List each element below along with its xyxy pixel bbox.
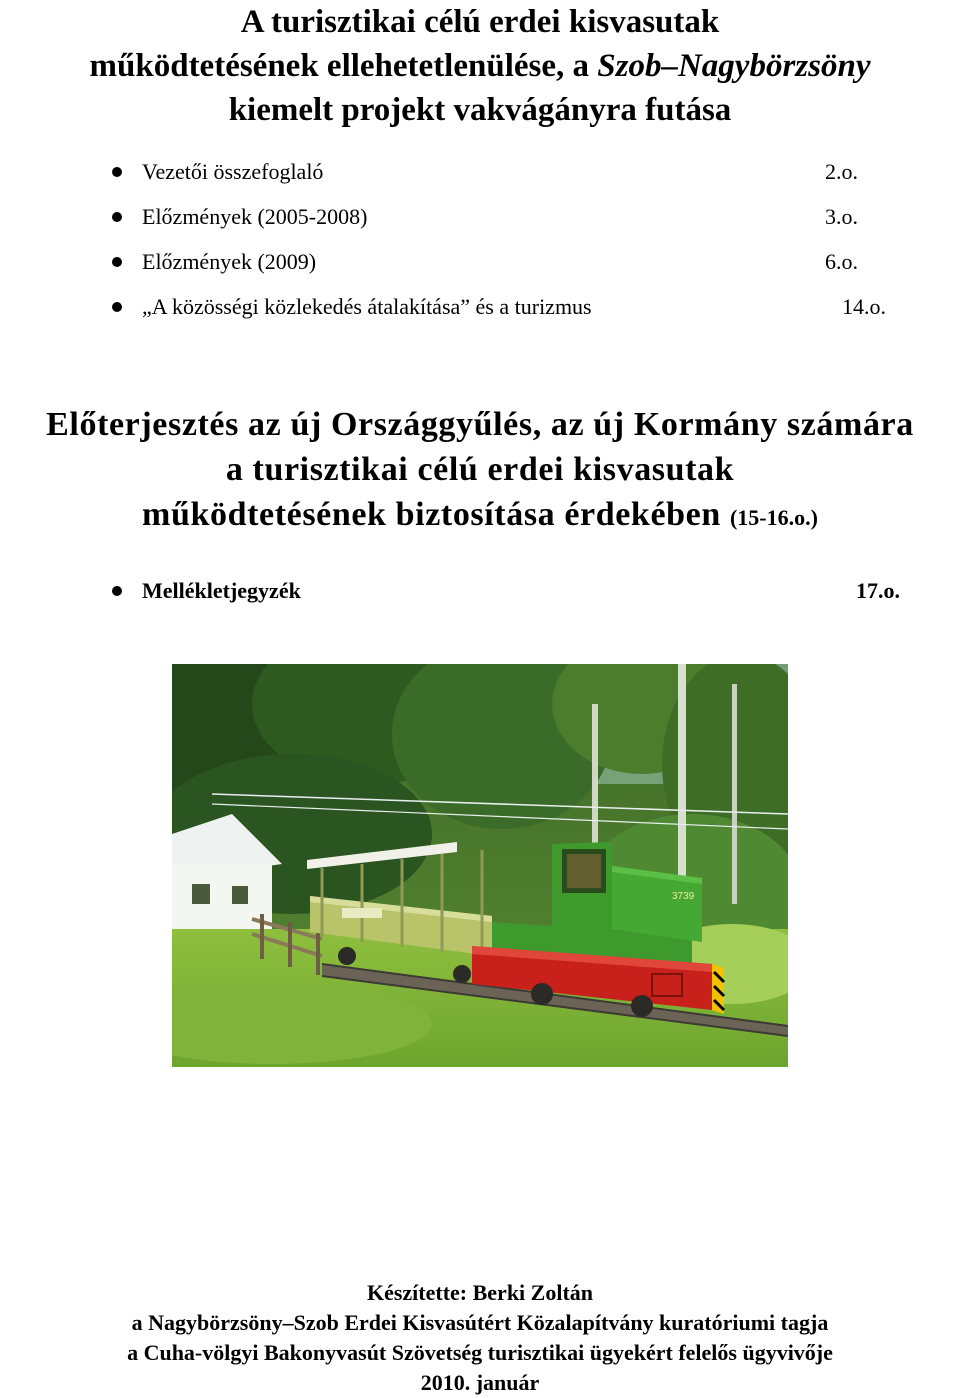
bullet-icon <box>112 167 122 177</box>
credits-role-1: a Nagybörzsöny–Szob Erdei Kisvasútért Közalapítvány kuratóriumi tagja <box>131 1310 829 1335</box>
credits-date: 2010. január <box>420 1370 540 1395</box>
submission-line-1: Előterjesztés az új Országgyűlés, az új Kormány számára <box>46 406 914 443</box>
toc-item-page: 3.o. <box>825 204 858 229</box>
forest-railway-photo <box>172 664 788 1067</box>
bullet-icon <box>112 302 122 312</box>
toc-item-label: Előzmények (2005-2008) <box>142 204 368 229</box>
credits-role-2: a Cuha-völgyi Bakonyvasút Szövetség turisztikai ügyekért felelős ügyvivője <box>127 1340 833 1365</box>
toc-item-history-2009 <box>0 247 960 277</box>
bullet-icon <box>112 586 122 596</box>
appendix-page: 17.o. <box>856 578 900 603</box>
toc-item-summary <box>0 157 960 187</box>
submission-heading <box>0 402 960 540</box>
submission-line-3-text: működtetésének biztosítása érdekében <box>142 496 721 533</box>
credits <box>0 1278 960 1398</box>
toc-item-label: Vezetői összefoglaló <box>142 159 324 184</box>
credits-author: Készítette: Berki Zoltán <box>366 1280 594 1305</box>
title-line-3: kiemelt projekt vakvágányra futása <box>228 92 732 128</box>
submission-pages: (15-16.o.) <box>729 505 818 530</box>
toc-item-history-2005 <box>0 202 960 232</box>
toc-item-appendix <box>0 576 960 606</box>
submission-line-2: a turisztikai célú erdei kisvasutak <box>225 451 735 488</box>
toc-item-transport-tourism <box>0 292 960 322</box>
bullet-icon <box>112 257 122 267</box>
locomotive-number: 3739 <box>672 891 695 902</box>
toc-item-label: Előzmények (2009) <box>142 249 317 274</box>
title-line-2-italic: Szob–Nagybörzsöny <box>597 48 871 84</box>
title-line-2 <box>0 44 960 88</box>
submission-line-3 <box>0 492 960 540</box>
title-line-1: A turisztikai célú erdei kisvasutak <box>240 4 720 40</box>
toc-item-page: 6.o. <box>825 249 858 274</box>
title-line-2-prefix: működtetésének ellehetetlenülése, a <box>89 48 598 84</box>
toc-item-page: 14.o. <box>842 294 886 319</box>
toc-item-page: 2.o. <box>825 159 858 184</box>
bullet-icon <box>112 212 122 222</box>
document-title <box>0 0 960 132</box>
appendix-label: Mellékletjegyzék <box>142 578 301 603</box>
toc-item-label: „A közösségi közlekedés átalakítása” és a turizmus <box>142 294 592 319</box>
